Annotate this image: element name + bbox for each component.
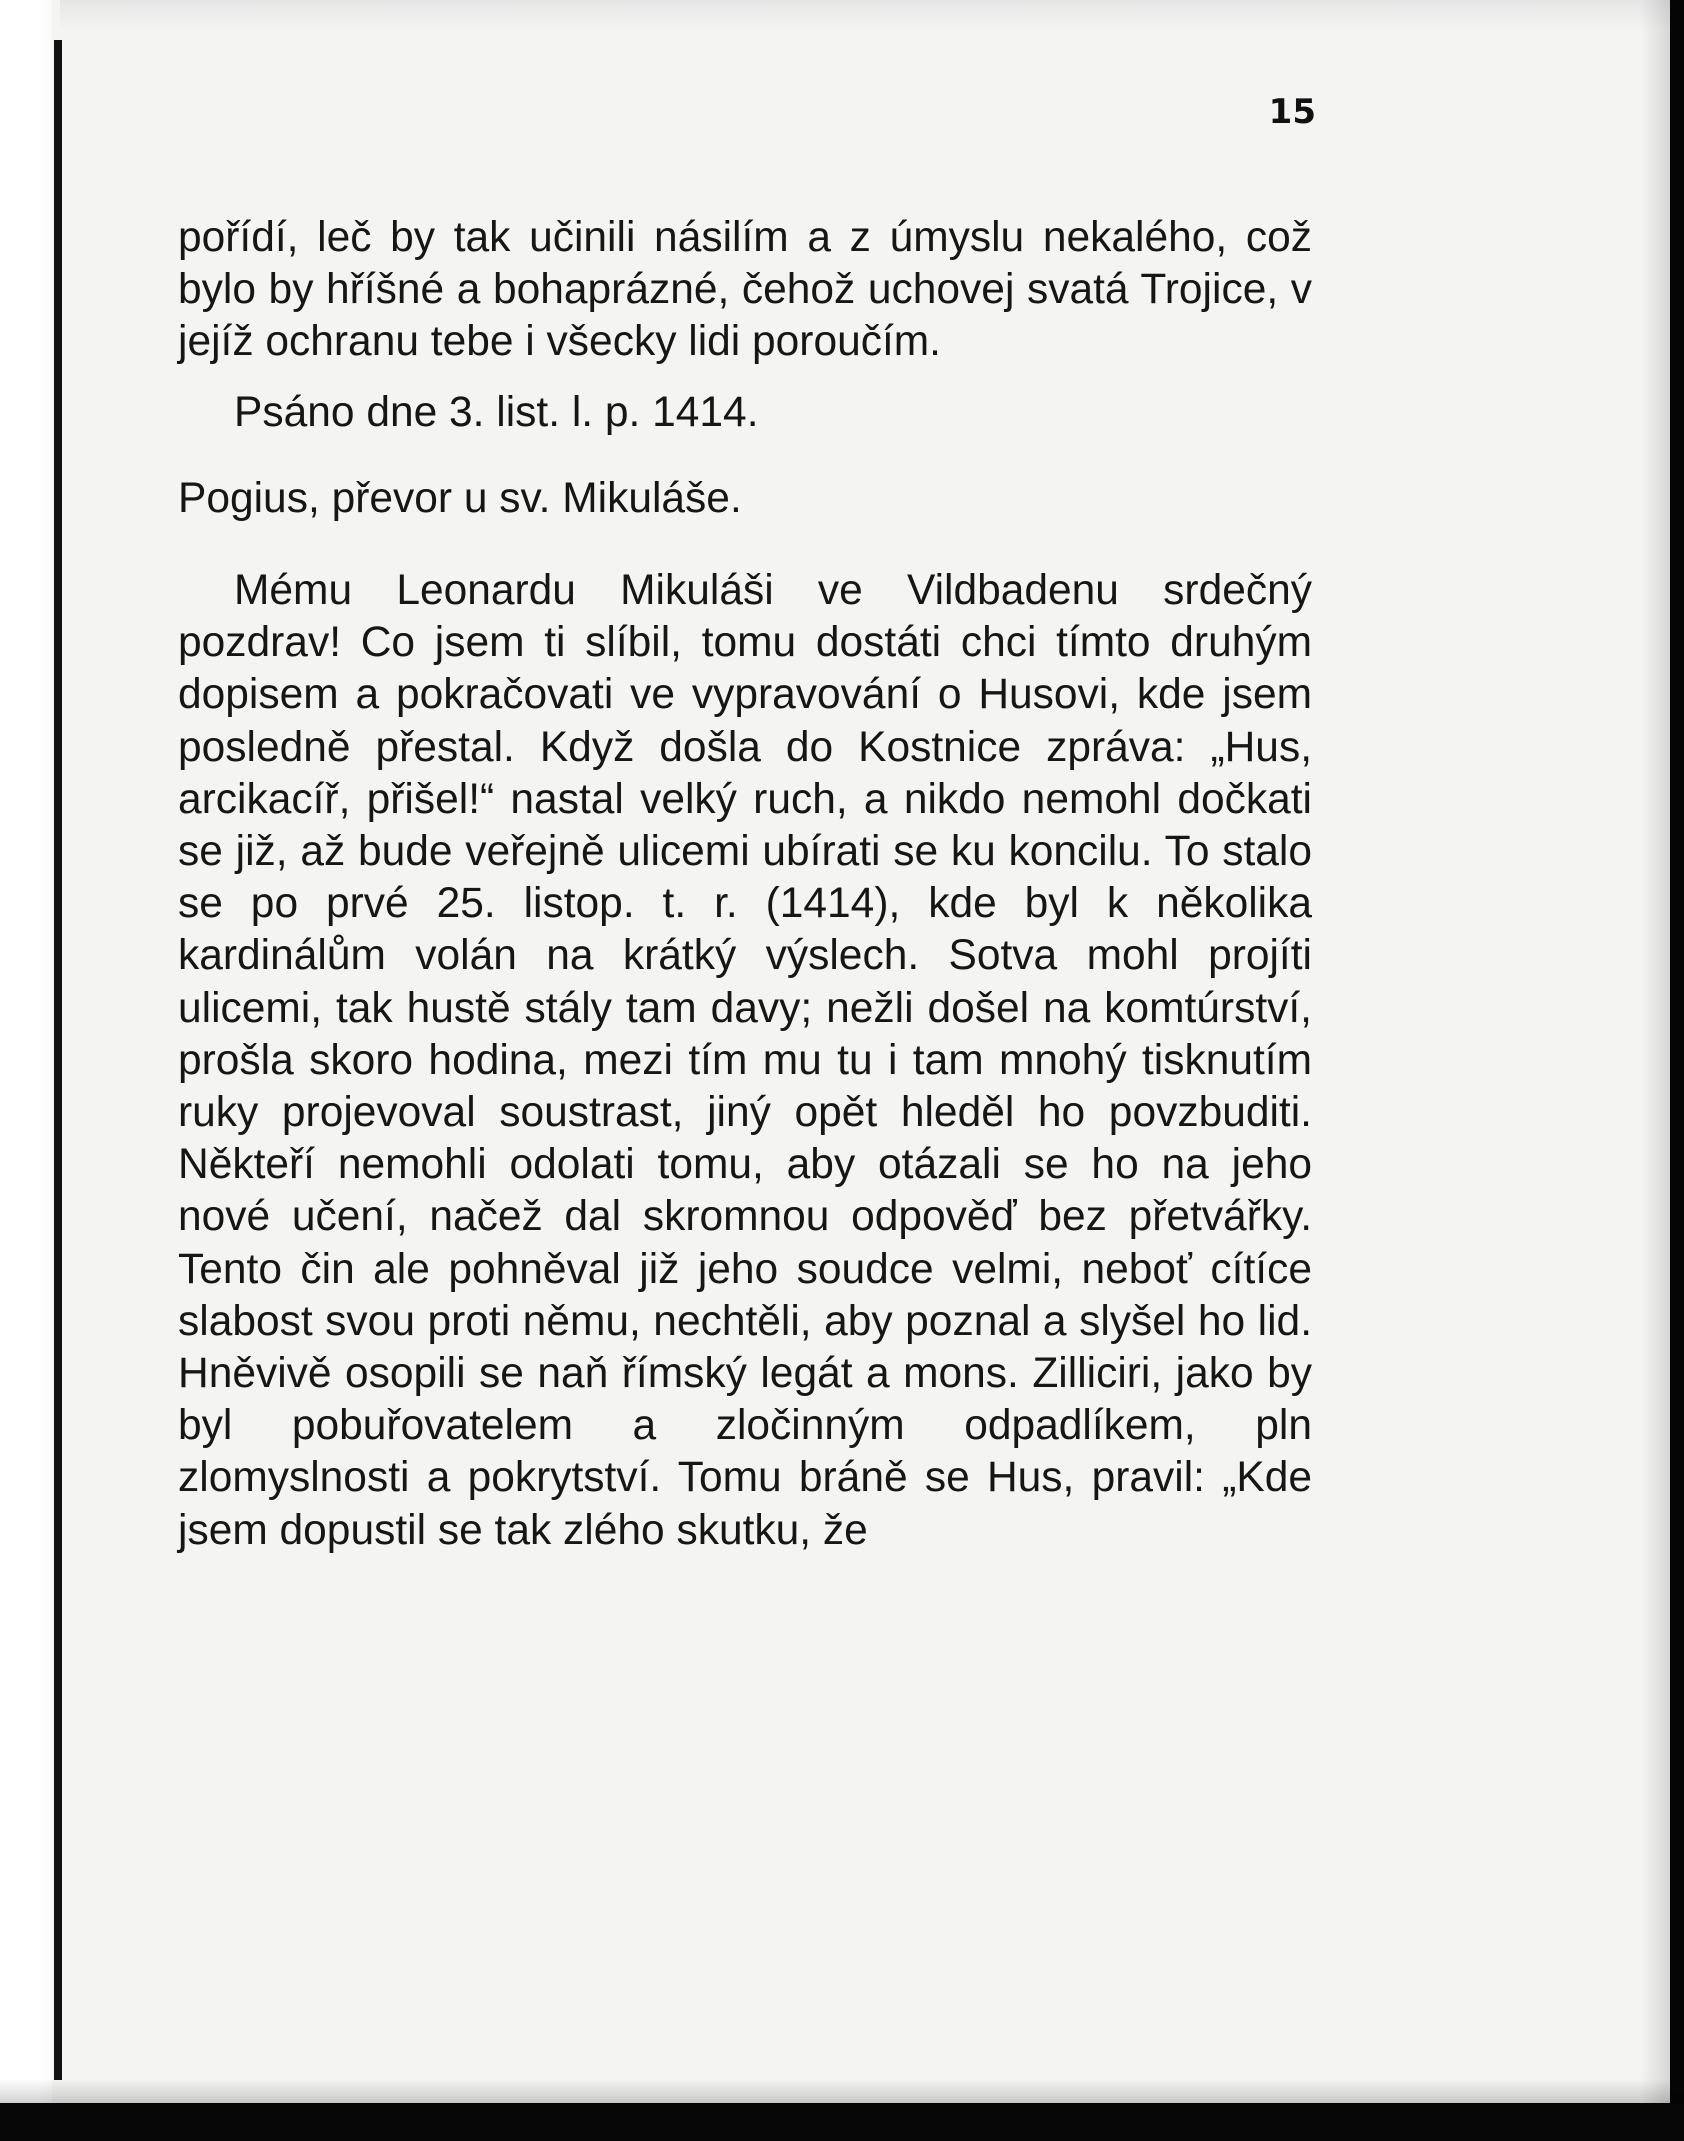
scan-right-shadow [1640, 0, 1670, 2141]
continuation-paragraph: pořídí, leč by tak učinili násilím a z úmyslu nekalého, což bylo by hříšné a bohaprázné, čehož uchovej svatá Trojice, v jejíž ochranu tebe i všecky lidi poroučím. [178, 214, 1312, 366]
scan-bottom-shadow [0, 2079, 1684, 2103]
scan-left-margin [0, 0, 52, 2141]
body-text [178, 212, 1312, 1557]
scan-bottom-edge [0, 2103, 1684, 2141]
dateline: Psáno dne 3. list. l. p. 1414. [234, 388, 759, 436]
binding-edge-line [54, 40, 62, 2080]
signature: Pogius, převor u sv. Mikuláše. [178, 474, 742, 522]
page-number: 15 [1268, 92, 1316, 132]
scan-right-edge [1670, 0, 1684, 2141]
scan-top-edge [60, 0, 1684, 30]
letter-paragraph: Mému Leonardu Mikuláši ve Vildbadenu srdečný pozdrav! Co jsem ti slíbil, tomu dostáti chci tímto druhým dopisem a pokračovati ve vypravování o Husovi, kde jsem posledně přestal. Když došla do Kostnice zpráva: „Hus, arcikacíř, přišel!“ nastal velký ruch, a nikdo nemohl dočkati se již, až bude veřejně ulicemi ubírati se ku koncilu. To stalo se po prvé 25. listop. t. r. (1414), kde byl k několika kardinálům volán na krátký výslech. Sotva mohl projíti ulicemi, tak hustě stály tam davy; nežli došel na komtúrství, prošla skoro hodina, mezi tím mu tu i tam mnohý tisknutím ruky projevoval soustrast, jiný opět hleděl ho povzbuditi. Někteří nemohli odolati tomu, aby otázali se ho na jeho nové učení, načež dal skromnou odpověď bez přetvářky. Tento čin ale pohněval již jeho soudce velmi, neboť cítíce slabost svou proti němu, nechtěli, aby poznal a slyšel ho lid. Hněvivě osopili se naň římský legát a mons. Zilliciri, jako by byl pobuřovatelem a zločinným odpadlíkem, pln zlomyslnosti a pokrytství. Tomu bráně se Hus, pravil: „Kde jsem dopustil se tak zlého skutku, že [178, 567, 1312, 1554]
